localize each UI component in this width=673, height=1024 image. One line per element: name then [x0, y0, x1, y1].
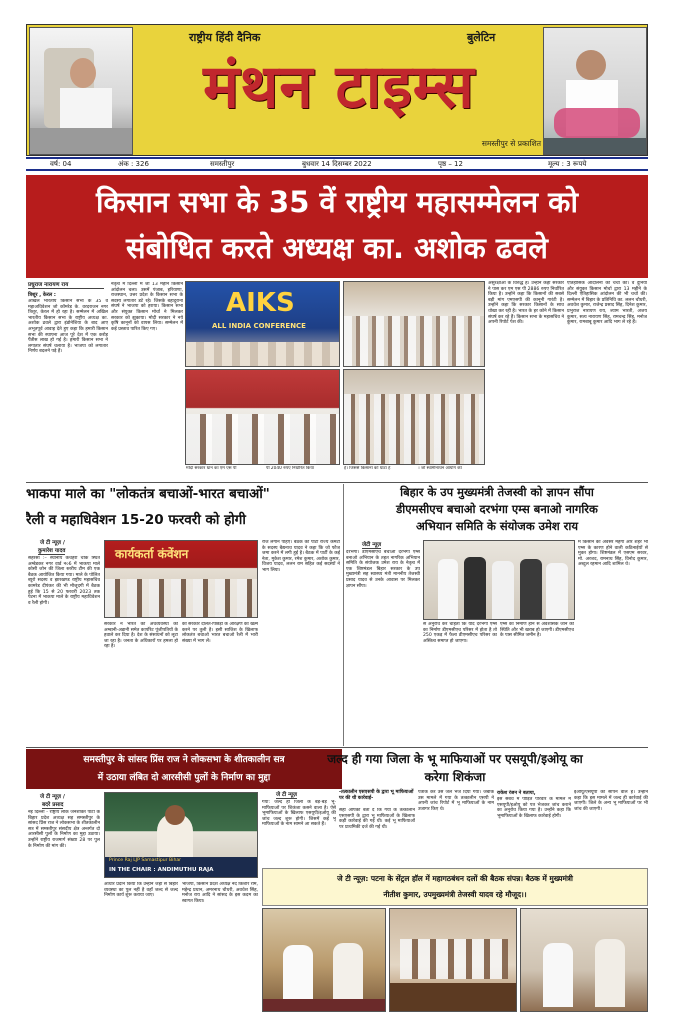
- lead-caption-1: मोदी सरकार धान का एम एस पी: [186, 466, 237, 471]
- story2-col-3: की सरकार दलित-पिछड़ों के आरक्षण को खत्म करने पर तुली है। इसी साजिश के खिलाफ लोकतंत्र बचाओ भारत बचाओ रैली में भारी संख्या में भाग लें।: [182, 622, 258, 644]
- story3-col-2: से अनुरोध कर चाहता कि यदि दरभंगा एम्स का निर्माण डीएमसीएच परिसर में होता है तो 250 एकड़ में फैला डीएमसीएच परिसर का अस्तित्व समाप्त हो जाएगा।: [423, 622, 497, 644]
- lead-headline-box: [26, 175, 648, 278]
- story3-col-3: एम्स का निर्माण होने से अवशासक जान की स्थिति और भी खराब हो जाएगी। डीएमसीएच के पास सीमित जमीन है।: [500, 622, 574, 639]
- story5-headline-line-1: जल्द ही गया जिला के भू माफियाओं पर एसयूपी/इओयू का: [327, 752, 583, 766]
- lead-dateline: त्रिशूर , केरल :: [28, 292, 56, 298]
- masthead-photo-left: [29, 27, 133, 155]
- divider-2: [26, 747, 648, 748]
- masthead: [26, 24, 648, 156]
- conference-banner-text: AIKS: [226, 288, 295, 318]
- story4-col-2: आधार प्रदान किया कि उन्होंने जहाँ से बिहार व्यवस्था का पुल नहीं है वहाँ जल्द से जल्द निर्माण कार्य शुरू कराया जाए।: [104, 882, 178, 899]
- lead-photo-crowd: [343, 369, 485, 465]
- tv-lower-third: IN THE CHAIR : ANDIMUTHU RAJA: [109, 867, 214, 873]
- lead-caption-3: है। जिससे किसानों को घाटा है: [344, 466, 391, 471]
- story4-col-1: नई दिल्ली - राष्ट्रीय लोक जनशक्ति पार्टी के बिहार प्रदेश अध्यक्ष सह समस्तीपुर के सांसद प्रिंस राज ने लोकसभा के शीतकालीन सत्र में समस्तीपुर संसदीय क्षेत्र अन्तर्गत दो आरसीसी पुलों के निर्माण का मुद्दा उठाया। उन्होंने राष्ट्रीय राजमार्ग संख्या 28 पर पुल के निर्माण की मांग की।: [28, 810, 100, 849]
- divider-1: [26, 482, 648, 483]
- story3-col-1: दरभंगा। डीएमसीएच बचाओ दरभंगा एम्स बनाओ अभियान के तहत नागरिक अभियान समिति के संयोजक उमेश राय के नेतृत्व में एक शिष्टमंडल बिहार सरकार के उप मुख्यमंत्री सह स्वास्थ्य मंत्री माननीय तेजस्वी प्रसाद यादव से उनके आवास पर मिलकर ज्ञापन सौंपा।: [346, 550, 420, 589]
- story2-col-4: रोज लगाने पहिएं। बैठक को पार्टी राज्य कमेटी के सदस्य बैद्यनाथ यादव ने कहा कि जो फौज जमा करने में लगी हुई है। बैठक में पार्टी के कई नेता, मुकेश कुमार, रमेश कुमार, अशोक कुमार, विजय यादव, ललन राम सहित कई सदस्यों ने भाग लिया।: [262, 540, 340, 573]
- info-price: मूल्य : 3 रूपये: [548, 160, 587, 168]
- story5-byline: जे टी न्यूज़: [276, 792, 298, 798]
- lead-byline: प्रधुराज नारायण राय: [28, 280, 104, 289]
- info-pages: पृष्ठ – 12: [438, 160, 463, 168]
- lead-col-2: नेतृत्व में दिल्ली में जो 13 महीने किसान आंदोलन चला। उसमें पंजाब, हरियाणा, राजस्थान, उत्तर प्रदेश के किसान सभा के सदस्य लगातार डटे रहे। जिसके बहादुराना संघर्ष ने भाजपा को हराया। किसान सभा और संयुक्त किसान मोर्चा ने मिलकर सरकार को झुकाया। मोदी सरकार ने नये कृषि कानूनों को वापस लिया। सम्मेलन में कई प्रस्ताव पारित किए गए।: [111, 282, 183, 332]
- masthead-title: मंथन टाइम्स: [203, 52, 475, 122]
- story2-byline-1: जे टी न्यूज़ /: [40, 540, 65, 546]
- story2-photo-banner: कार्यकर्ता कंवेंशन: [115, 547, 189, 561]
- lead-photo-stage: [185, 369, 340, 465]
- story5-col-2-head: -तत्कालीन एसएसपी के द्वारा भू माफियाओं पर की थी कार्रवाई-: [339, 790, 414, 801]
- story5-col-2: सही आपको बता दें कि गया के तत्कालीन एसएसपी के द्वारा भू माफियाओं के खिलाफ कड़ी कार्रवाई की गई थी। कई भू माफियाओं पर प्राथमिकी दर्ज की गई थी।: [339, 808, 415, 830]
- story4-col-3: भाजपा, किसान प्रदेश अध्यक्ष नंद किशोर राम, महेन्द्र प्रधान, अमरनाथ चौधरी, अवधेश सिंह, मनोज राय आदि ने सांसद के इस कदम का स्वागत किया।: [182, 882, 258, 904]
- lead-headline-line-2: संबोधित करते अध्यक्ष का. अशोक ढवले: [126, 231, 548, 265]
- story4-headline-line-1: समस्तीपुर के सांसद प्रिंस राज ने लोकसभा के शीतकालीन सत्र: [83, 755, 285, 765]
- story4-byline-2: बदरे प्रसाद: [42, 802, 64, 808]
- info-issue: अंक : 326: [118, 160, 149, 168]
- story5-col-3: पत्रांक कर उसे जेल भेज दिया गया। जबकि उस मामले में गया के तत्कालीन एसपी ने अपनी जांच रिपोर्ट में भू माफियाओं के नाम उजागर किए थे।: [418, 790, 494, 812]
- story2-headline-line-2: रैली व महाधिवेशन 15-20 फरवरी को होगी: [26, 512, 246, 528]
- masthead-photo-right: [543, 27, 647, 155]
- story2-col-2: सरकार ने भारत की अर्थव्यवस्था को अम्बानी-अडानी समेत कार्पोरेट पूंजीपतियों के हवाले कर दिया है। देश के संसाधनों को लूटा जा रहा है। जनता के अधिकारों पर हमला हो रहा है।: [104, 622, 178, 650]
- story6-photo-1: [262, 908, 386, 1012]
- lead-photo-conference: [185, 281, 340, 367]
- edition-label: बुलेटिन: [467, 31, 496, 44]
- info-bar: [26, 157, 648, 171]
- story5-col-5: इओयू/एसयूपी को सौंपने वाले हैं। उन्होंने कहा कि इस मामले में जल्द ही कार्रवाई की जाएगी। जिले के अन्य भू माफियाओं पर भी जांच की जाएगी।: [574, 790, 648, 812]
- story6-headline-line-1: जे टी न्यूज़: पटना के सेंट्रल हॉल में महागठबंधन दलों की बैठक संपन्न। बैठक में मुख्यमंत्री: [337, 874, 573, 883]
- story3-headline-line-2: डीएमसीएच बचाओ दरभंगा एम्स बनाओ नागरिक: [396, 502, 598, 516]
- story2-headline-line-1: भाकपा माले का "लोकतंत्र बचाओं-भारत बचाओं": [26, 486, 270, 502]
- story3-col-4: में किसान का अवसर महंगा और शहर भी एम्स के कारण होने वाली कठिनाईयों से मुक्त होगा। शिष्टमंडल में एसएम सरवर, मो. अरशद, रामनाथ सिंह, विनोद कुमार, अब्दुल रहमान आदि शामिल थे।: [578, 540, 648, 568]
- story5-col-4: इस संबंध में पीड़ित परिवार के मामले में एसयूपी/इओयू को पत्र भेजकर जांच कराने का अनुरोध किया गया है। उन्होंने कहा कि भूमाफियाओं के खिलाफ कार्रवाई होगी।: [497, 797, 571, 819]
- lead-caption-4: । जो स्वामीनाथन आयोग की: [418, 466, 462, 471]
- story6-headline-line-2: नीतीश कुमार, उपमुख्यमंत्री तेजस्वी यादव रहे मौजूद।।: [383, 890, 527, 899]
- story6-photo-2: [389, 908, 517, 1012]
- lead-col-5: असुरक्षाओं के विरुद्ध है। उन्होंने कहा सरकार ने पास कर एम एस पी 2886 रुपए निर्धारित किया है। उन्होंने कहा कि किसानों की सबसे बड़ी मांग एमएसपी की कानूनी गारंटी है। उन्होंने कहा कि सरकार किसानों के साथ धोखा कर रही है। भारत के हर कोने में किसान संघर्ष कर रहे हैं। किसान सभा के महासचिव ने अपनी रिपोर्ट पेश की।: [488, 281, 564, 326]
- story3-headline-line-3: अभियान समिति के संयोजक उमेश राय: [415, 519, 579, 533]
- story4-photo-parliament: [104, 792, 258, 878]
- story5-col-4-head: राकेश रंजन ने बताया,: [497, 791, 536, 796]
- story3-headline-line-1: बिहार के उप मुख्यमंत्री तेजस्वी को ज्ञापन सौंपा: [400, 485, 594, 499]
- story2-byline-2: कुमारेश यादव: [38, 548, 66, 554]
- story3-photo: [423, 540, 575, 620]
- lead-headline-line-1: किसान सभा के 35 वें राष्ट्रीय महासम्मेलन को: [96, 185, 578, 219]
- lead-photo-audience: [343, 281, 485, 367]
- story5-col-1: गया: जल्द ही जिला के बड़े-बड़े भू-माफियाओं पर शिकंजा कसने वाला है। ऐसे भूमाफियाओं के खिलाफ एसयूपी/इओयू की जांच जल्द शुरू होगी। जिसमें कई भू माफियाओं के नाम सामने आ सकते हैं।: [262, 800, 336, 828]
- story2-col-1: सहरसा :– स्थानीय कचहरी चौक स्थित अम्बेडकर नगर वार्ड न०6 में भाकपा माले कोसी जोन की जिला स्तरीय टीम की एक बैठक आयोजित किया गया। माले के पोलित ब्यूरो सदस्य व झारखण्ड राष्ट्रीय महासचिव कामरेड दीपंकर की भी मौजूदगी में बैठक हुई कि 15 से 20 फरवरी 2023 तक पटना में भाकपा माले के राष्ट्रीय महाधिवेशन व रैली होगी।: [28, 556, 100, 606]
- story2-photo: [104, 540, 258, 618]
- lead-col-6: ऐतिहासिक आंदोलनों की चर्चा की। वे दुनिया और संयुक्त किसान मोर्चा द्वारा 13 महीने के दिल्ली ऐतिहासिक आंदोलन की भी चर्चा की। सम्मेलन में बिहार के प्रतिनिधि का. ललन चौधरी, अवधेश कुमार, राजेन्द्र प्रसाद सिंह, दिनेश कुमार, प्रभुराज नारायण राय, श्याम भारती, अजय कुमार, सत्य नारायण सिंह, रामचन्द्र सिंह, मनोज कुमार, रामबाबू कुमार आदि भाग ले रहे हैं।: [567, 281, 647, 326]
- tv-lower-third-upper: Prince Raj LJP Samastipur Bihar: [109, 858, 182, 863]
- lead-caption-2: पी 2040 रुपए निर्धारित किया: [266, 466, 314, 471]
- vertical-divider: [343, 484, 344, 746]
- info-year: वर्ष: 04: [50, 160, 72, 168]
- published-from: समस्तीपुर से प्रकाशित: [481, 139, 541, 148]
- lead-col-1: अखिल भारतीय किसान सभा के 35 वें महाअधिवेशन जो कॉमरेड के. वरदराजन नगर त्रिशूर, केरल में हो रहा है। सम्मेलन में अखिल भारतीय किसान सभा के राष्ट्रीय अध्यक्ष का. अशोक ढवले द्वारा इंडोनेशिया के बाद आए अभूतपूर्व आवाह देते हुए कहा कि हमारी किसान सभा की स्थापना आज पूरे देश में एक करोड़ पैंतीस लाख हो गई है। हमारी किसान सभा ने लगातार संघर्ष चलाया है। भाजपा को लगातार निर्णय बदलने पड़े हैं।: [28, 299, 108, 355]
- story4-byline-1: जे टी न्यूज़ /: [40, 794, 65, 800]
- story5-headline-line-2: करेगा शिकंजा: [424, 770, 486, 784]
- story4-headline-line-2: में उठाया लंबित दो आरसीसी पुलों के निर्माण का मुद्दा: [97, 773, 271, 783]
- conference-banner-sub: ALL INDIA CONFERENCE: [212, 322, 306, 330]
- story6-headline-box: [262, 868, 648, 906]
- info-city: समस्तीपुर: [210, 160, 235, 168]
- info-date: बुधवार 14 दिसम्बर 2022: [302, 160, 372, 168]
- tagline: राष्ट्रीय हिंदी दैनिक: [189, 31, 261, 44]
- story6-photo-3: [520, 908, 648, 1012]
- story3-byline: जेटी न्यूज़: [362, 542, 382, 548]
